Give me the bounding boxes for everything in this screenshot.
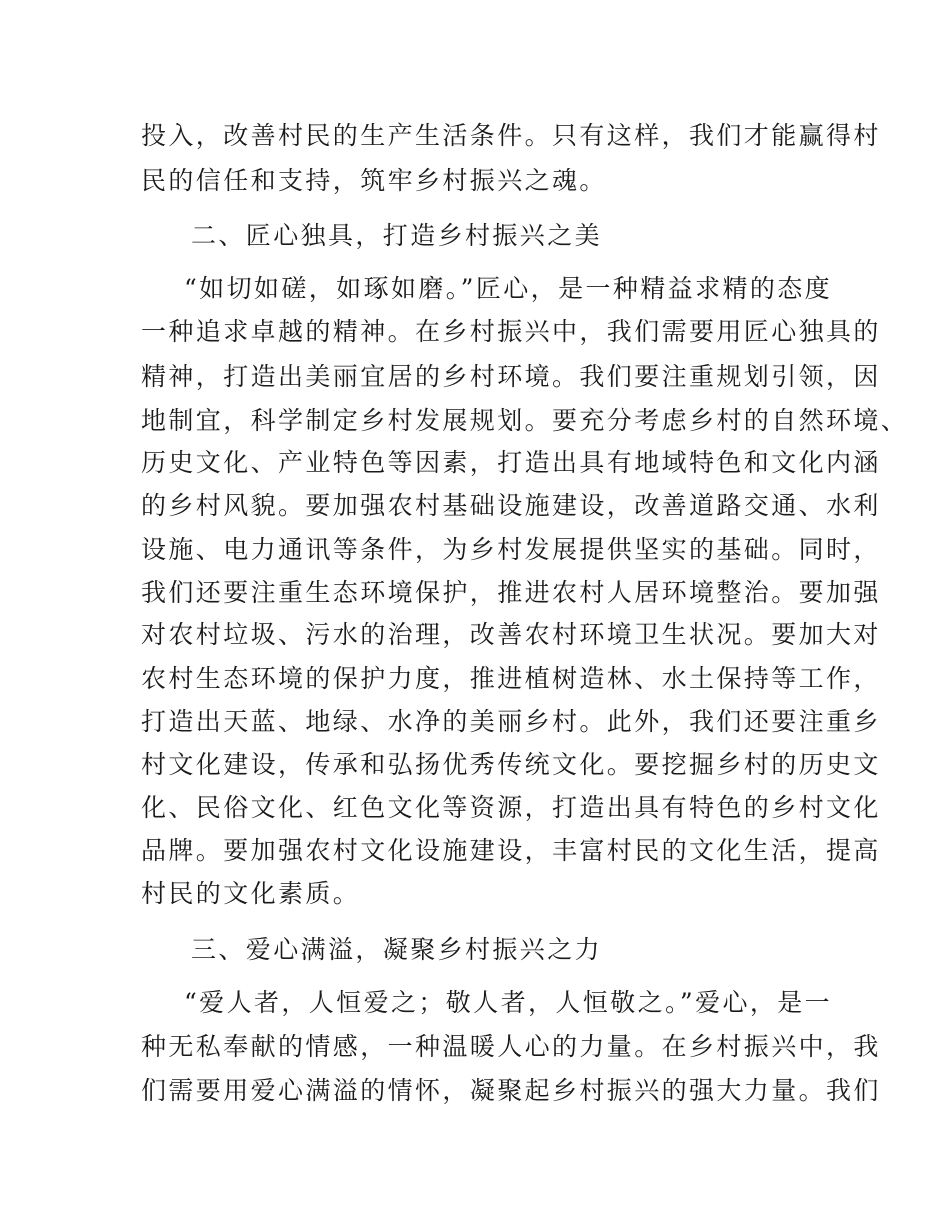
paragraph-line: 对农村垃圾、污水的治理，改善农村环境卫生状况。要加大对 [141,620,881,649]
section-heading: 三、爱心满溢，凝聚乡村振兴之力 [191,935,603,964]
paragraph-line: 历史文化、产业特色等因素，打造出具有地域特色和文化内涵 [141,448,881,477]
paragraph-line: 的乡村风貌。要加强农村基础设施建设，改善道路交通、水利 [141,491,881,520]
paragraph-line: 投入，改善村民的生产生活条件。只有这样，我们才能赢得村 [141,121,881,150]
paragraph-line: “如切如磋，如琢如磨。”匠心，是一种精益求精的态度 [184,274,833,303]
paragraph-line: 村文化建设，传承和弘扬优秀传统文化。要挖掘乡村的历史文 [141,750,881,779]
paragraph-line: 农村生态环境的保护力度，推进植树造林、水土保持等工作， [141,664,881,693]
paragraph-line: 种无私奉献的情感，一种温暖人心的力量。在乡村振兴中，我 [141,1032,881,1061]
paragraph-line: 地制宜，科学制定乡村发展规划。要充分考虑乡村的自然环境、 [141,406,909,435]
section-heading: 二、匠心独具，打造乡村振兴之美 [191,221,603,250]
paragraph-line: “爱人者，人恒爱之；敬人者，人恒敬之。”爱心，是一 [184,988,833,1017]
paragraph-line: 设施、电力通讯等条件，为乡村发展提供坚实的基础。同时， [141,535,881,564]
paragraph-line: 民的信任和支持，筑牢乡村振兴之魂。 [141,166,607,195]
paragraph-line: 们需要用爱心满溢的情怀，凝聚起乡村振兴的强大力量。我们 [141,1076,881,1105]
paragraph-line: 打造出天蓝、地绿、水净的美丽乡村。此外，我们还要注重乡 [141,707,881,736]
paragraph-line: 一种追求卓越的精神。在乡村振兴中，我们需要用匠心独具的 [141,317,881,346]
paragraph-line: 我们还要注重生态环境保护，推进农村人居环境整治。要加强 [141,578,881,607]
paragraph-line: 村民的文化素质。 [141,879,361,908]
paragraph-line: 化、民俗文化、红色文化等资源，打造出具有特色的乡村文化 [141,793,881,822]
paragraph-line: 品牌。要加强农村文化设施建设，丰富村民的文化生活，提高 [141,836,881,865]
paragraph-line: 精神，打造出美丽宜居的乡村环境。我们要注重规划引领，因 [141,362,881,391]
